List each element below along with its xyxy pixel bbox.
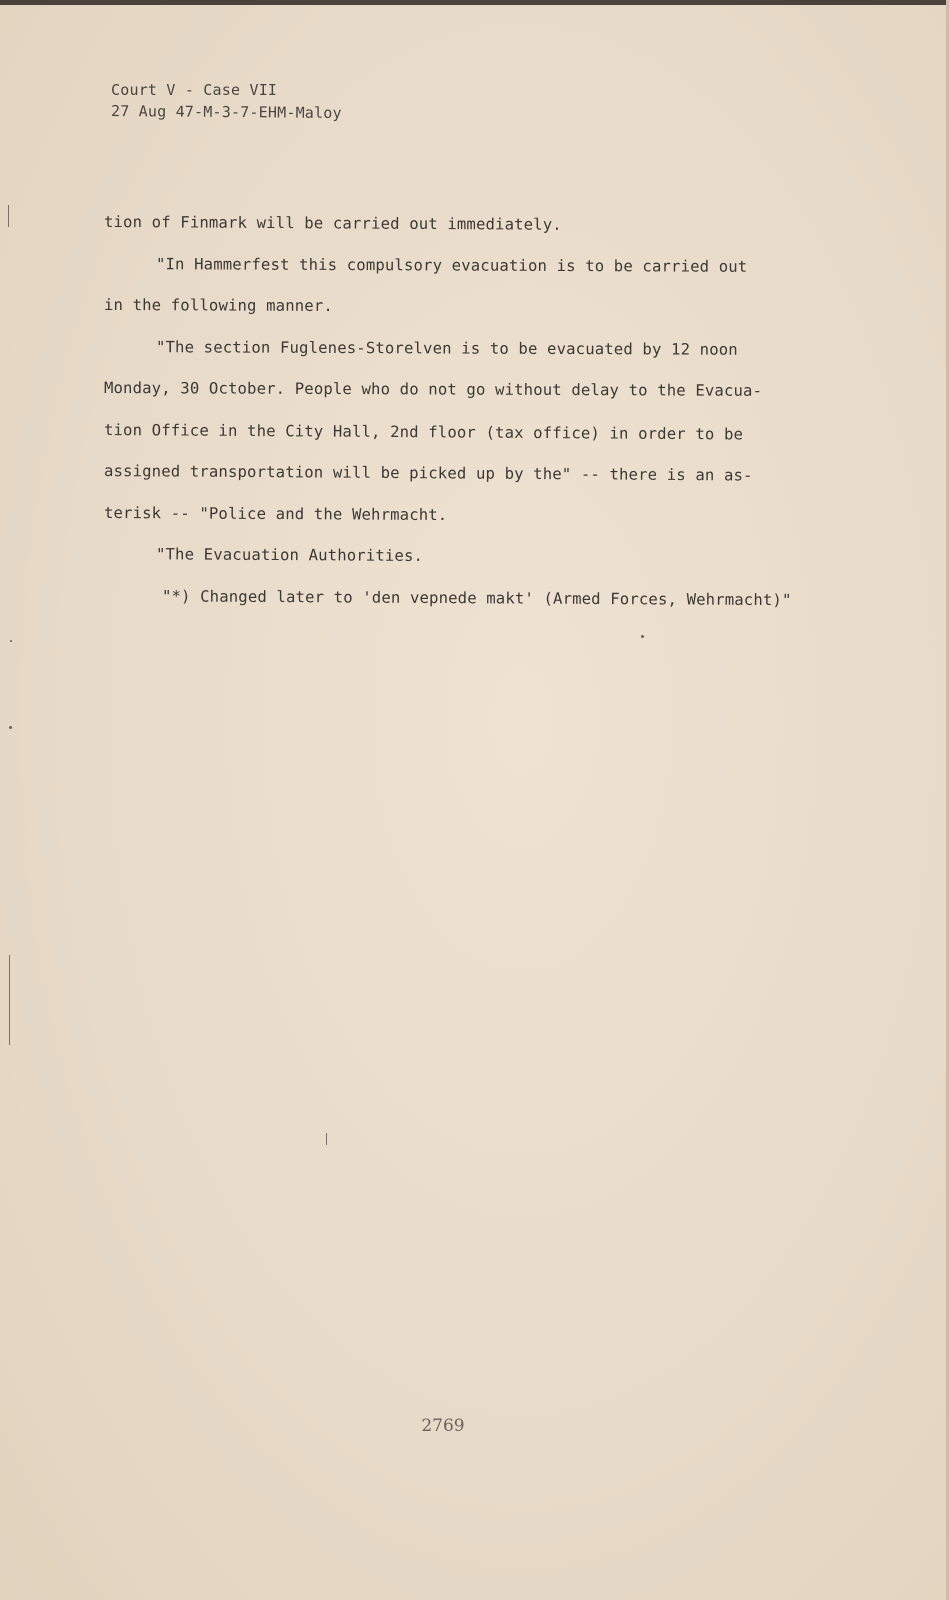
footnote-line: "*) Changed later to 'den vepnede makt' (Armed Forces, Wehrmacht)" — [161, 586, 792, 609]
page-number: 2769 — [421, 1416, 465, 1436]
scan-top-edge — [0, 0, 949, 5]
transcript-line: tion of Finmark will be carried out immediately. — [103, 213, 562, 234]
transcript-line: tion Office in the City Hall, 2nd floor (tax office) in order to be — [103, 420, 744, 443]
transcript-line: "In Hammerfest this compulsory evacuation is to be carried out — [155, 254, 748, 276]
paper-mark — [326, 1133, 327, 1145]
transcript-body — [104, 202, 844, 617]
transcript-line: terisk -- "Police and the Wehrmacht. — [103, 503, 448, 524]
transcript-line: "The Evacuation Authorities. — [155, 545, 424, 565]
header-court-case: Court V - Case VII — [111, 81, 278, 99]
transcript-line: Monday, 30 October. People who do not go without delay to the Evacua- — [103, 379, 763, 400]
case-header — [111, 80, 342, 122]
transcript-line: assigned transportation will be picked up by the" -- there is an as- — [103, 462, 753, 485]
transcript-line: "The section Fuglenes-Storelven is to be evacuated by 12 noon — [155, 337, 738, 359]
header-date-reference: 27 Aug 47-M-3-7-EHM-Maloy — [110, 102, 342, 123]
transcript-line: in the following manner. — [103, 296, 333, 315]
paper-speck — [10, 640, 12, 642]
paper-speck — [9, 726, 12, 729]
margin-mark — [9, 955, 10, 1045]
paper-speck — [641, 635, 644, 638]
margin-mark — [8, 205, 9, 227]
